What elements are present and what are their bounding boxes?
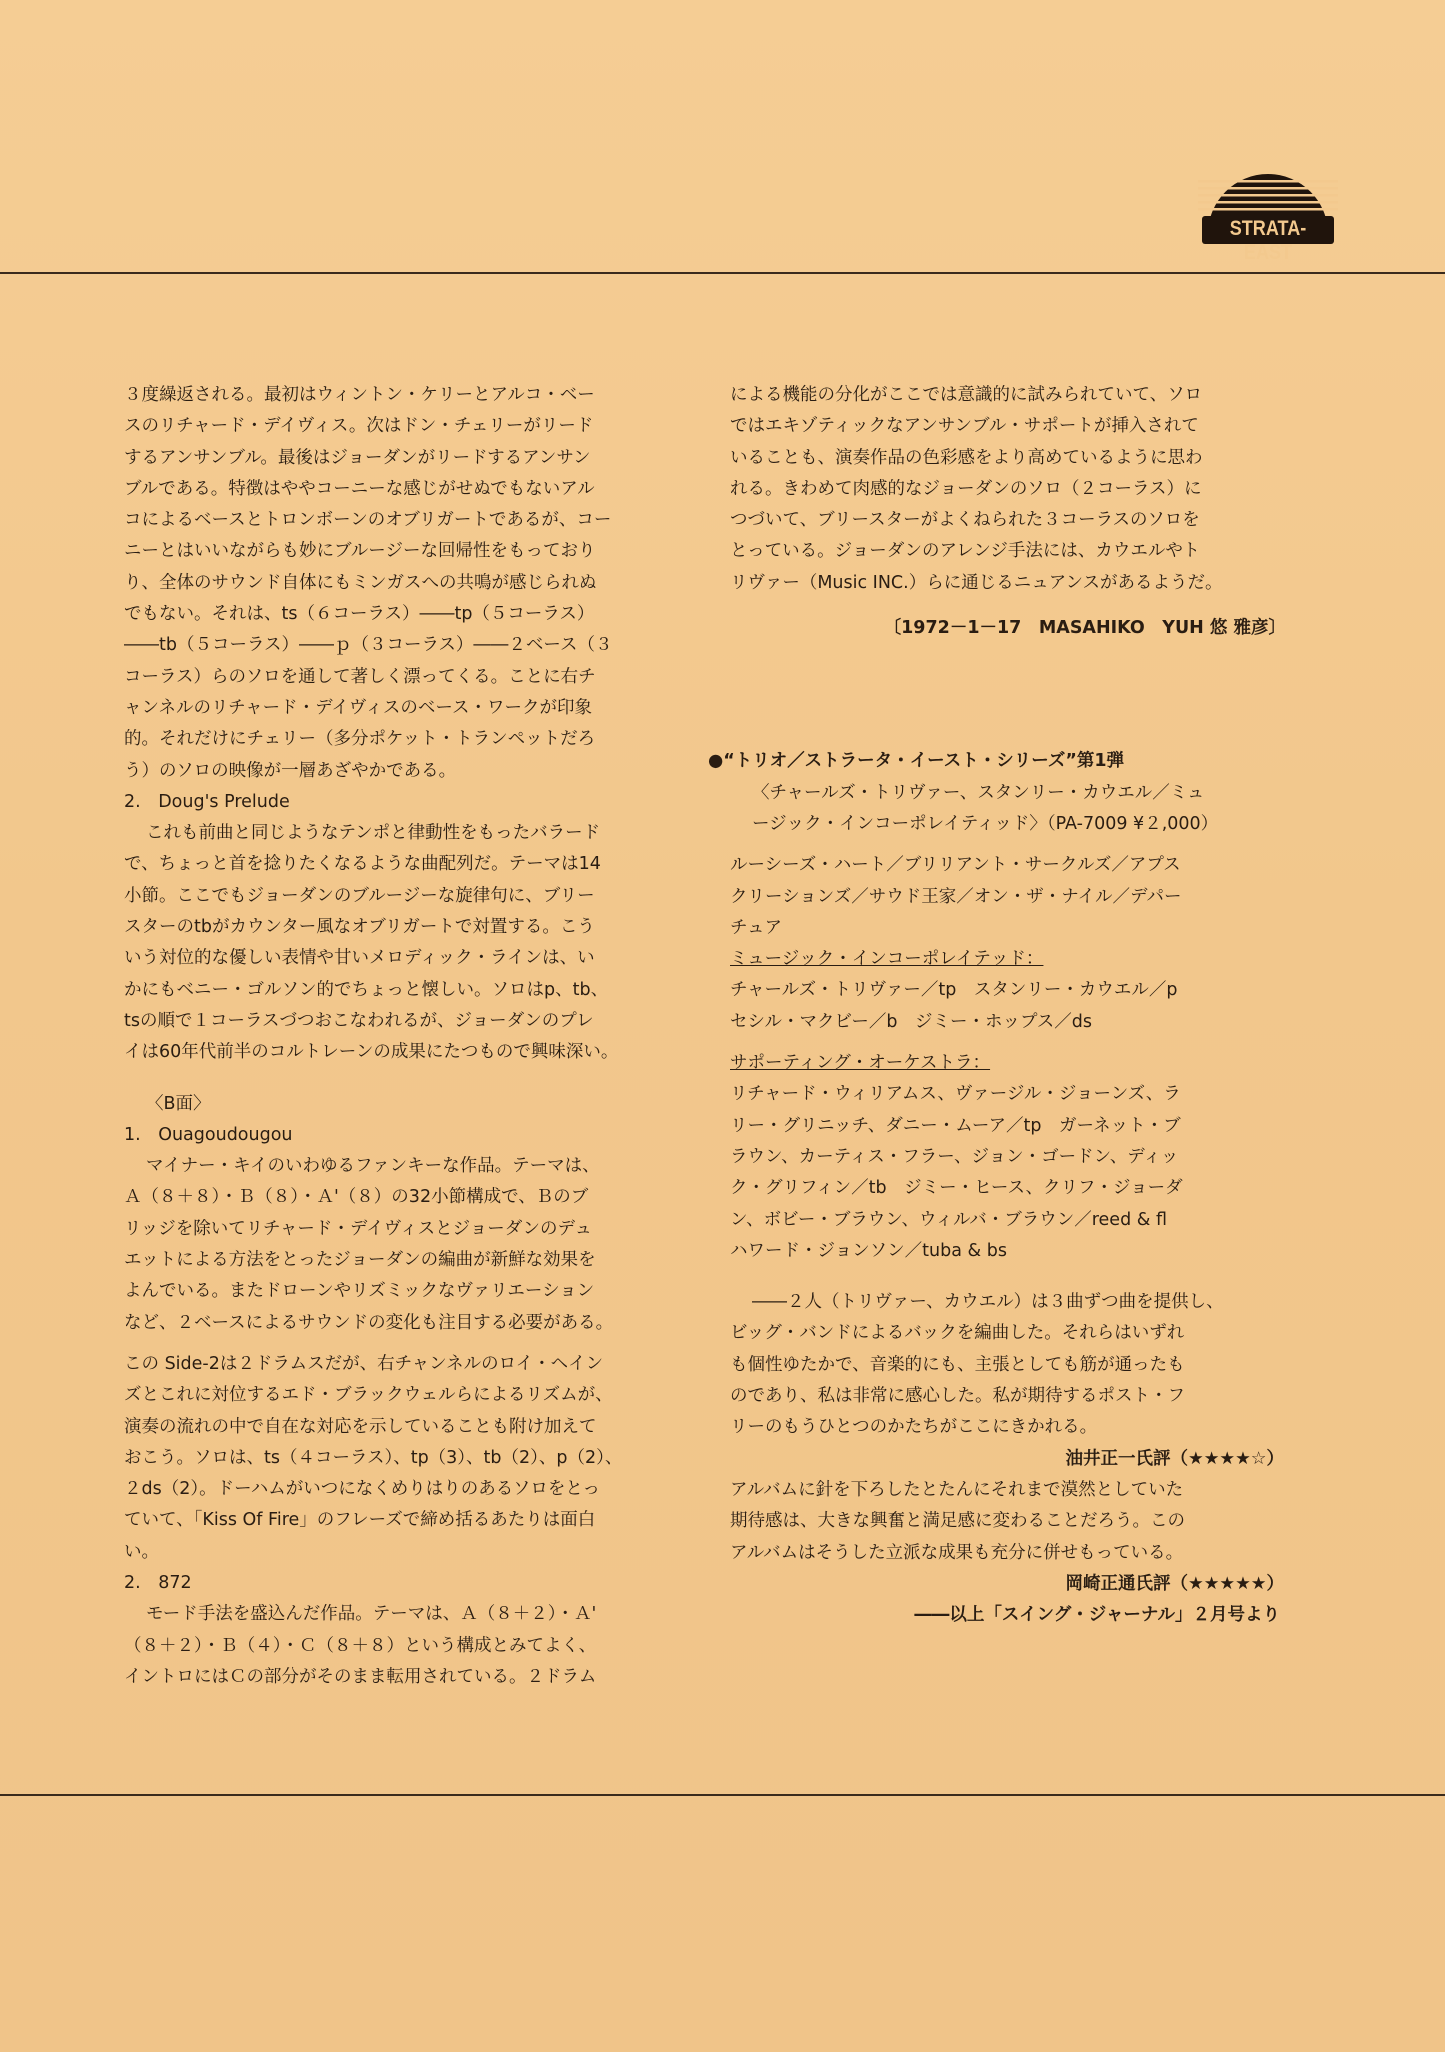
- spacer: [730, 840, 1300, 850]
- bottom-divider: [0, 1794, 1445, 1796]
- text-line: リー・グリニッチ、ダニー・ムーア／tp ガーネット・ブ: [730, 1115, 1181, 1136]
- text-line: イは60年代前半のコルトレーンの成果にたつもので興味深い。: [124, 1042, 619, 1063]
- text-line: リッジを除いてリチャード・デイヴィスとジョーダンのデュ: [124, 1218, 592, 1239]
- author-signature: 〔1972－1－17 MASAHIKO YUH 悠 雅彦〕: [883, 618, 1286, 639]
- text-line: セシル・マクビー／b ジミー・ホップス／ds: [730, 1011, 1092, 1032]
- top-divider: [0, 272, 1445, 274]
- paragraph-continued: [730, 380, 1300, 599]
- orchestra-personnel: [730, 1079, 1300, 1267]
- review-2-credit: 岡崎正通氏評（★★★★★）: [1065, 1573, 1284, 1594]
- text-line: いることも、演奏作品の色彩感をより高めているように思わ: [730, 447, 1203, 468]
- text-line: ージック・インコーポレイティッド〉（PA-7009 ¥２,000）: [752, 813, 1219, 834]
- music-inc-heading: ミュージック・インコーポレイテッド：: [730, 949, 1044, 970]
- text-line: tsの順で１コーラスづつおこなわれるが、ジョーダンのプレ: [124, 1010, 594, 1031]
- paragraph-3: [124, 1151, 684, 1339]
- text-line: 期待感は、大きな興奮と満足感に変わることだろう。この: [730, 1511, 1185, 1532]
- text-line: ていて、「Kiss Of Fire」のフレーズで締め括るあたりは面白: [124, 1510, 596, 1531]
- paragraph-2: [124, 818, 684, 1068]
- text-line: ――tb（５コーラス）――ｐ（３コーラス）――２ベース（３: [124, 635, 613, 656]
- right-column: [708, 380, 1300, 1631]
- text-line: するアンサンブル。最後はジョーダンがリードするアンサン: [124, 447, 591, 468]
- text-line: これも前曲と同じようなテンポと律動性をもったバラード: [146, 823, 601, 844]
- text-line: ビッグ・バンドによるバックを編曲した。それらはいずれ: [730, 1323, 1185, 1344]
- text-line: おこう。ソロは、ts（４コーラス）、tp（3）、tb（2）、p（2）、: [124, 1447, 623, 1468]
- text-line: など、２ベースによるサウンドの変化も注目する必要がある。: [124, 1312, 614, 1333]
- text-line: よんでいる。またドローンやリズミックなヴァリエーション: [124, 1281, 595, 1302]
- text-line: ハワード・ジョンソン／tuba & bs: [730, 1240, 1007, 1261]
- spacer: [730, 644, 1300, 746]
- paragraph-1: [124, 380, 684, 787]
- text-line: リーのもうひとつのかたちがここにきかれる。: [730, 1417, 1098, 1438]
- music-inc-personnel: [730, 975, 1300, 1038]
- text-line: ラウン、カーティス・フラー、ジョン・ゴードン、ディッ: [730, 1146, 1179, 1167]
- spacer: [124, 1339, 684, 1349]
- text-line: 的。それだけにチェリー（多分ポケット・トランペットだろ: [124, 729, 596, 750]
- text-line: コによるベースとトロンボーンのオブリガートであるが、コー: [124, 510, 612, 531]
- text-line: ３度繰返される。最初はウィントン・ケリーとアルコ・ベー: [124, 385, 595, 405]
- orchestra-heading: サポーティング・オーケストラ：: [730, 1053, 991, 1074]
- spacer: [730, 1267, 1300, 1287]
- text-line: り、全体のサウンド自体にもミンガスへの共鳴が感じられぬ: [124, 572, 597, 593]
- track-title-ouagoudougou: 1. Ouagoudougou: [124, 1124, 293, 1145]
- text-line: アルバムに針を下ろしたとたんにそれまで漠然としていた: [730, 1479, 1184, 1500]
- text-line: う）のソロの映像が一層あざやかである。: [124, 760, 457, 781]
- strata-east-logo: [1198, 170, 1338, 264]
- text-line: ではエキゾティックなアンサンブル・サポートが挿入されて: [730, 416, 1199, 437]
- text-line: も個性ゆたかで、音楽的にも、主張としても筋が通ったも: [730, 1354, 1185, 1375]
- text-line: 小節。ここでもジョーダンのブルージーな旋律句に、ブリー: [124, 885, 595, 906]
- track-title-872: 2. 872: [124, 1572, 192, 1593]
- series-title: ●“トリオ／ストラータ・イースト・シリーズ”第1弾: [708, 751, 1125, 772]
- source-note: ――以上「スイング・ジャーナル」２月号より: [914, 1605, 1280, 1626]
- text-line: ク・グリフィン／tb ジミー・ヒース、クリフ・ジョーダ: [730, 1178, 1183, 1199]
- text-line: スターのtbがカウンター風なオブリガートで対置する。こう: [124, 917, 595, 938]
- text-line: つづいて、ブリースターがよくねられた３コーラスのソロを: [730, 510, 1200, 531]
- text-line: Ａ（８＋８）・Ｂ（８）・Ａ'（８）の32小節構成で、Ｂのブ: [124, 1187, 589, 1208]
- text-line: とっている。ジョーダンのアレンジ手法には、カウエルやト: [730, 541, 1201, 562]
- text-line: リヴァー（Music INC.）らに通じるニュアンスがあるようだ。: [730, 572, 1223, 593]
- review-2: [730, 1475, 1300, 1569]
- text-line: ブルである。特徴はややコーニーな感じがせぬでもないアル: [124, 478, 595, 499]
- text-line: 〈チャールズ・トリヴァー、スタンリー・カウエル／ミュ: [752, 782, 1205, 803]
- text-line: ルーシーズ・ハート／ブリリアント・サークルズ／アプス: [730, 855, 1181, 876]
- text-line: い。: [124, 1541, 159, 1562]
- text-line: リチャード・ウィリアムス、ヴァージル・ジョーンズ、ラ: [730, 1084, 1181, 1105]
- text-line: かにもベニー・ゴルソン的でちょっと懐しい。ソロはp、tb、: [124, 979, 609, 1000]
- review-1-credit: 油井正一氏評（★★★★☆）: [1065, 1448, 1284, 1469]
- review-1: [730, 1287, 1300, 1443]
- left-column: [124, 380, 684, 1693]
- text-line: ニーとはいいながらも妙にブルージーな回帰性をもっており: [124, 541, 596, 562]
- text-line: いう対位的な優しい表情や甘いメロディック・ラインは、い: [124, 948, 595, 969]
- text-line: チャールズ・トリヴァー／tp スタンリー・カウエル／p: [730, 980, 1178, 1001]
- text-line: クリーションズ／サウド王家／オン・ザ・ナイル／デパー: [730, 886, 1182, 907]
- spacer: [730, 599, 1300, 613]
- text-line: ャンネルのリチャード・デイヴィスのベース・ワークが印象: [124, 697, 592, 718]
- text-line: イントロにはＣの部分がそのまま転用されている。２ドラム: [124, 1666, 597, 1687]
- text-line: チュア: [730, 917, 782, 938]
- text-line: ズとこれに対位するエド・ブラックウェルらによるリズムが、: [124, 1385, 613, 1406]
- side-b-heading: 〈B面〉: [146, 1093, 211, 1114]
- paragraph-4: [124, 1349, 684, 1568]
- text-line: エットによる方法をとったジョーダンの編曲が新鮮な効果を: [124, 1250, 596, 1271]
- text-line: （８＋２）・Ｂ（４）・Ｃ（８＋８）という構成とみてよく、: [124, 1635, 597, 1656]
- text-line: この Side-2は２ドラムスだが、右チャンネルのロイ・ヘイン: [124, 1353, 604, 1374]
- text-line: ン、ボビー・ブラウン、ウィルバ・ブラウン／reed & fl: [730, 1209, 1167, 1230]
- text-line: のであり、私は非常に感心した。私が期待するポスト・フ: [730, 1386, 1185, 1407]
- text-line: 演奏の流れの中で自在な対応を示していることも附け加えて: [124, 1416, 597, 1437]
- logo-text: STRATA-EAST: [1229, 217, 1307, 264]
- paragraph-5: [124, 1599, 684, 1693]
- text-line: ２ds（2）。ドーハムがいつになくめりはりのあるソロをとっ: [124, 1479, 601, 1500]
- track-list: [730, 850, 1300, 944]
- text-line: れる。きわめて肉感的なジョーダンのソロ（２コーラス）に: [730, 478, 1202, 499]
- track-title-dougs-prelude: 2. Doug's Prelude: [124, 791, 290, 812]
- spacer: [730, 1038, 1300, 1048]
- text-line: でもない。それは、ts（６コーラス）――tp（５コーラス）: [124, 604, 595, 625]
- text-line: で、ちょっと首を捻りたくなるような曲配列だ。テーマは14: [124, 854, 601, 875]
- text-line: マイナー・キイのいわゆるファンキーな作品。テーマは、: [146, 1156, 600, 1177]
- text-line: ――２人（トリヴァー、カウエル）は３曲ずつ曲を提供し、: [752, 1292, 1224, 1313]
- text-line: スのリチャード・デイヴィス。次はドン・チェリーがリード: [124, 416, 594, 437]
- text-line: アルバムはそうした立派な成果も充分に併せもっている。: [730, 1542, 1184, 1563]
- text-line: モード手法を盛込んだ作品。テーマは、Ａ（８＋２）・Ａ': [146, 1604, 597, 1625]
- text-line: コーラス）らのソロを通して著しく漂ってくる。ことに右チ: [124, 666, 596, 687]
- spacer: [124, 1069, 684, 1089]
- album-info: [730, 778, 1300, 841]
- text-line: による機能の分化がここでは意識的に試みられていて、ソロ: [730, 385, 1203, 405]
